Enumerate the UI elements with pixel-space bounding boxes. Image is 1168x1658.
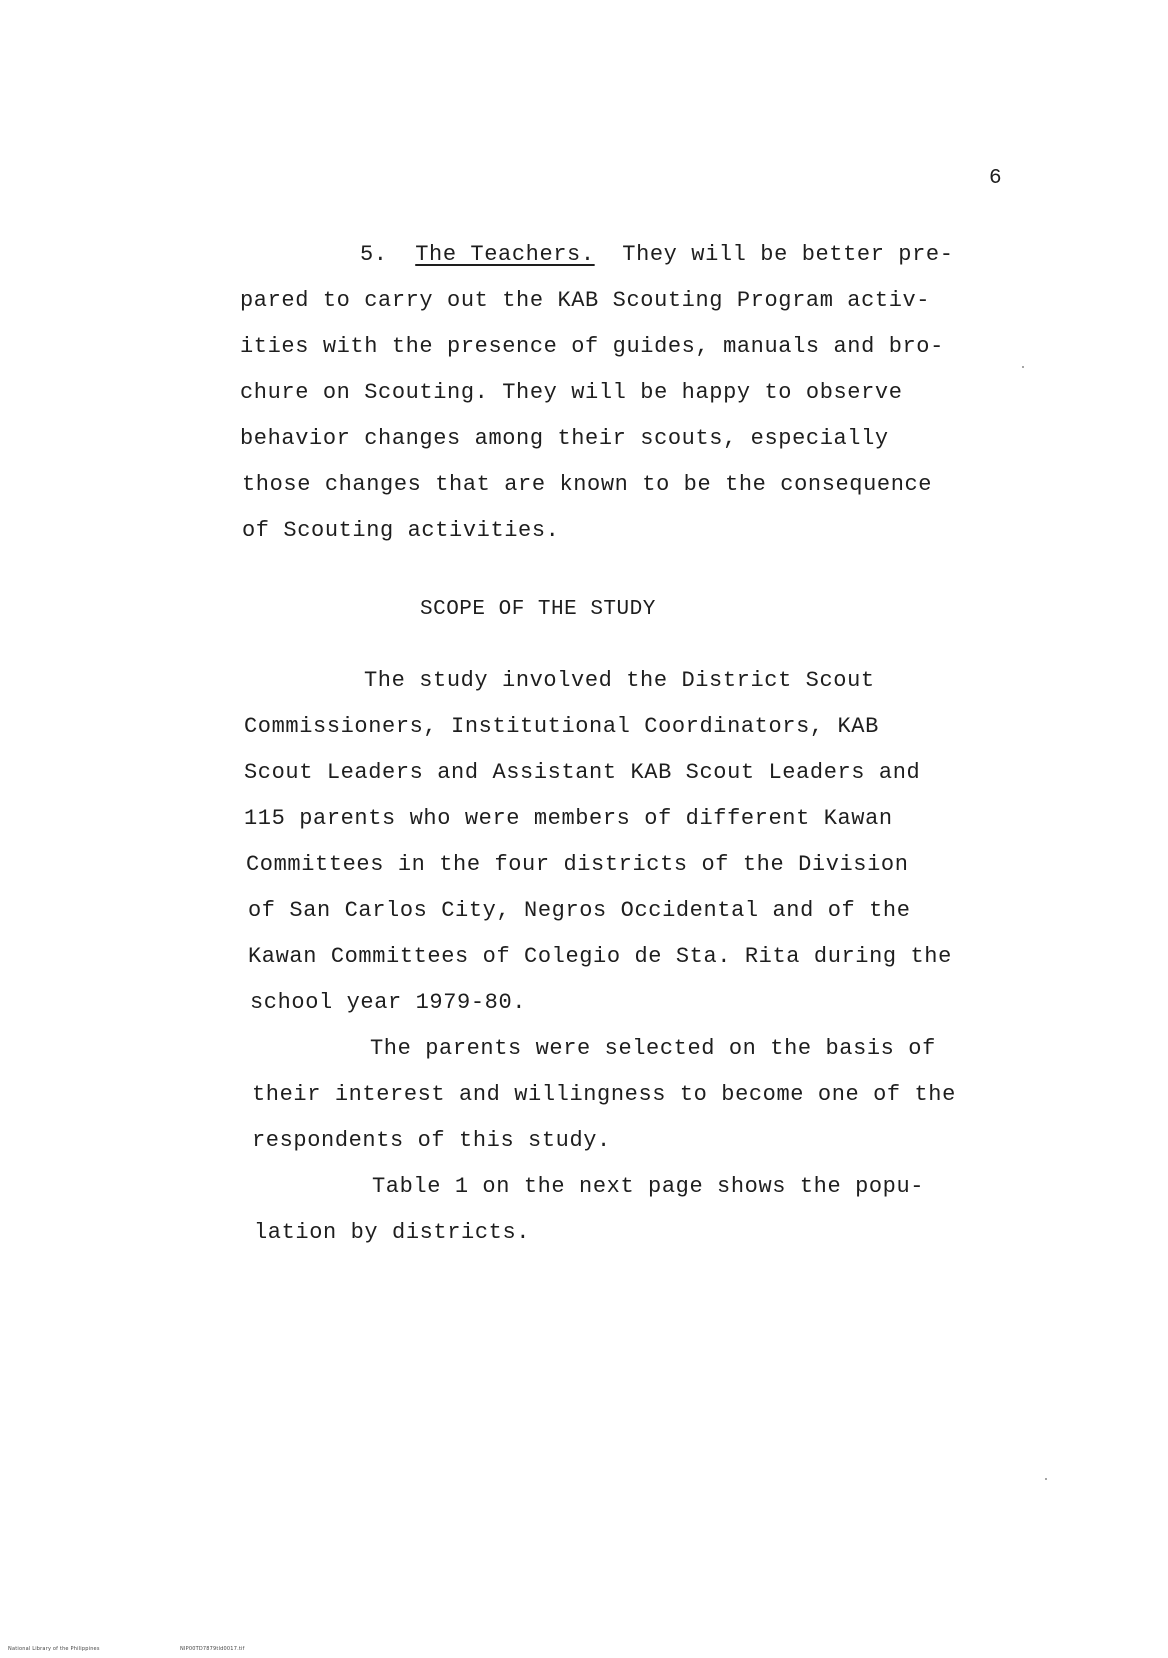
section5-line: pared to carry out the KAB Scouting Program activ- [240,288,931,313]
section5-line: ities with the presence of guides, manuals and bro- [240,334,944,359]
section5-title: The Teachers. [415,242,595,267]
page-number: 6 [989,167,1002,190]
paragraph1-line: 115 parents who were members of different Kawan [244,806,893,831]
paragraph1-line: Kawan Committees of Colegio de Sta. Rita during the [248,944,952,969]
section5-line: chure on Scouting. They will be happy to observe [240,380,903,405]
paragraph1-line: The study involved the District Scout [364,668,875,693]
paragraph3-line: lation by districts. [254,1220,531,1245]
paragraph1-line: Committees in the four districts of the Division [246,852,909,877]
section5-line: behavior changes among their scouts, especially [240,426,889,451]
footer-library: National Library of the Philippines [8,1646,100,1652]
scan-speck [1022,366,1024,368]
section5-number: 5. [360,242,388,267]
scan-speck [1045,1478,1047,1480]
footer-file: NIP00TD7879tld0017.tif [180,1646,245,1652]
paragraph1-line: Scout Leaders and Assistant KAB Scout Leaders and [244,760,921,785]
paragraph2-line: their interest and willingness to become one of the [252,1082,956,1107]
paragraph1-line: school year 1979-80. [250,990,527,1015]
paragraph1-line: Commissioners, Institutional Coordinators, KAB [244,714,879,739]
section5-line: those changes that are known to be the consequence [242,472,933,497]
section5-first-line [360,240,954,270]
scope-heading: SCOPE OF THE STUDY [420,598,656,621]
paragraph2-line: respondents of this study. [252,1128,611,1153]
section5-first-line-rest: They will be better pre- [622,242,954,267]
paragraph3-line: Table 1 on the next page shows the popu- [372,1174,925,1199]
section5-line: of Scouting activities. [242,518,560,543]
paragraph2-line: The parents were selected on the basis of [370,1036,936,1061]
paragraph1-line: of San Carlos City, Negros Occidental and of the [248,898,911,923]
